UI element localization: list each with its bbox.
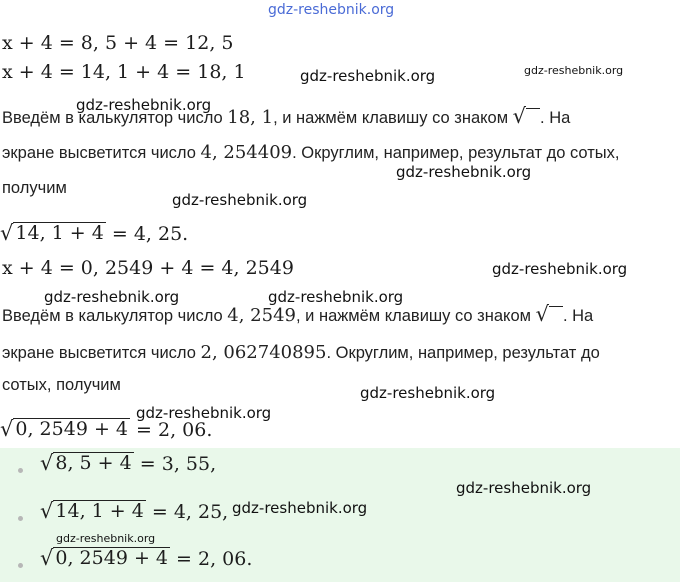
watermark-top: gdz-reshebnik.org — [268, 2, 395, 18]
bullet-icon — [18, 468, 23, 473]
paragraph-1-line-2 — [2, 142, 619, 163]
text: , и нажмём клавишу со знаком — [273, 109, 513, 127]
answer-value: = 4, 25, — [145, 500, 229, 523]
sqrt-icon: √ 14, 1 + 4 — [0, 220, 104, 245]
paragraph-1-line-1 — [2, 106, 570, 128]
watermark: gdz-reshebnik.org — [300, 67, 436, 85]
bullet-icon — [18, 563, 23, 568]
paragraph-2-line-1 — [2, 304, 593, 326]
sqrt-symbol-icon: √ — [513, 106, 540, 127]
answer-item-1 — [40, 452, 216, 475]
watermark: gdz-reshebnik.org — [524, 64, 624, 77]
sqrt-icon: √ 8, 5 + 4 — [40, 450, 132, 475]
equation-line-2: x + 4 = 14, 1 + 4 = 18, 1 — [2, 61, 246, 83]
answer-value: = 3, 55, — [133, 452, 217, 475]
radicand: 14, 1 + 4 — [55, 500, 144, 522]
text: . На — [540, 109, 571, 127]
watermark: gdz-reshebnik.org — [136, 404, 272, 422]
text: Введём в калькулятор число — [2, 307, 228, 325]
watermark: gdz-reshebnik.org — [396, 163, 532, 181]
paragraph-2-line-3: сотых, получим — [2, 376, 121, 394]
watermark: gdz-reshebnik.org — [232, 499, 368, 517]
watermark: gdz-reshebnik.org — [76, 96, 212, 114]
sqrt-icon: √ 14, 1 + 4 — [40, 498, 144, 523]
radicand: 8, 5 + 4 — [55, 452, 132, 474]
equation-line-3: x + 4 = 0, 2549 + 4 = 4, 2549 — [2, 257, 294, 279]
result-value: = 2, 06. — [130, 418, 213, 441]
result-1 — [0, 222, 188, 245]
number: 18, 1 — [227, 107, 274, 128]
radicand: 14, 1 + 4 — [15, 222, 104, 244]
watermark: gdz-reshebnik.org — [56, 532, 156, 545]
result-value: = 4, 25. — [105, 222, 189, 245]
text: , и нажмём клавишу со знаком — [295, 307, 536, 325]
number: 2, 062740895 — [200, 342, 327, 363]
watermark: gdz-reshebnik.org — [492, 260, 628, 278]
text: Введём в калькулятор число — [2, 109, 228, 127]
sqrt-symbol-icon: √ — [536, 304, 563, 325]
answer-item-3 — [40, 547, 252, 570]
text: . Округлим, например, результат до сотых, — [292, 144, 620, 162]
sqrt-icon: √ 0, 2549 + 4 — [40, 545, 168, 570]
text: . Округлим, например, результат до — [326, 344, 600, 362]
radicand: 0, 2549 + 4 — [55, 547, 168, 569]
text: . На — [562, 307, 594, 325]
number: 4, 2549 — [227, 305, 296, 326]
watermark: gdz-reshebnik.org — [456, 479, 592, 497]
sqrt-icon: √ 0, 2549 + 4 — [0, 416, 128, 441]
paragraph-1-line-3: получим — [2, 179, 67, 197]
answer-value: = 2, 06. — [170, 547, 253, 570]
result-2 — [0, 418, 212, 441]
answer-item-2 — [40, 500, 228, 523]
bullet-icon — [18, 516, 23, 521]
watermark: gdz-reshebnik.org — [44, 288, 180, 306]
text: экране высветится число — [2, 344, 201, 362]
watermark: gdz-reshebnik.org — [360, 384, 496, 402]
equation-line-1: x + 4 = 8, 5 + 4 = 12, 5 — [2, 32, 234, 54]
paragraph-2-line-2 — [2, 342, 600, 363]
number: 4, 254409 — [200, 142, 293, 163]
text: экране высветится число — [2, 144, 201, 162]
radicand: 0, 2549 + 4 — [15, 418, 128, 440]
watermark: gdz-reshebnik.org — [268, 288, 404, 306]
watermark: gdz-reshebnik.org — [172, 191, 308, 209]
